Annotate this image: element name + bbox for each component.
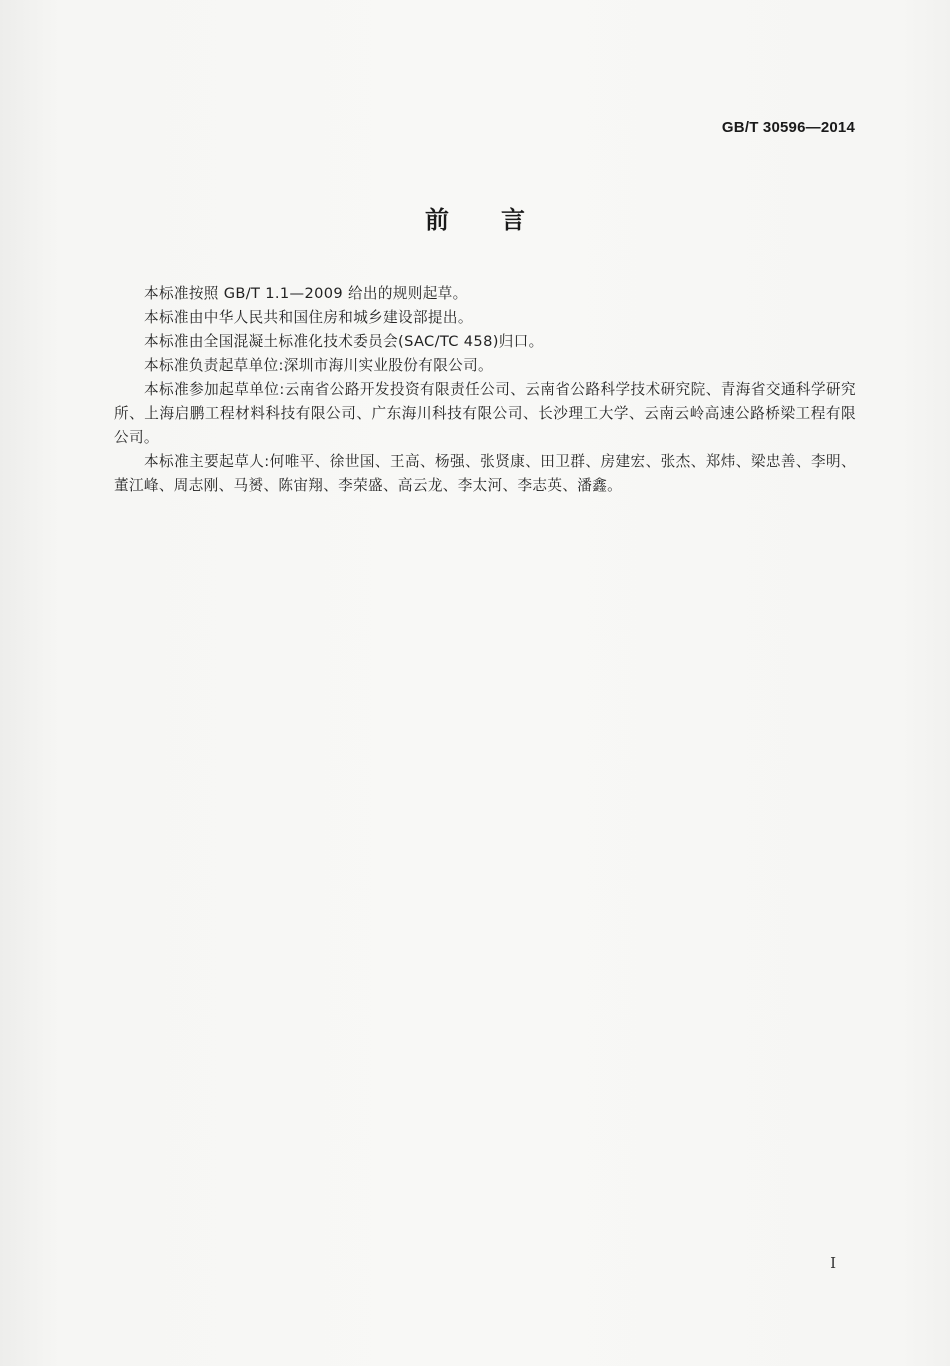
page-number: I [830, 1254, 836, 1272]
foreword-body [114, 282, 856, 498]
paragraph-participating-units: 本标准参加起草单位:云南省公路开发投资有限责任公司、云南省公路科学技术研究院、青海省交通科学研究所、上海启鹏工程材料科技有限公司、广东海川科技有限公司、长沙理工大学、云南云岭高速公路桥梁工程有限公司。 [114, 381, 856, 446]
paragraph-main-drafters: 本标准主要起草人:何唯平、徐世国、王高、杨强、张贤康、田卫群、房建宏、张杰、郑炜、梁忠善、李明、董江峰、周志刚、马赟、陈宙翔、李荣盛、高云龙、李太河、李志英、潘鑫。 [114, 453, 856, 494]
paragraph-proposer: 本标准由中华人民共和国住房和城乡建设部提出。 [144, 309, 473, 326]
standard-code: GB/T 30596—2014 [721, 119, 855, 136]
paragraph-drafting-rules: 本标准按照 GB/T 1.1—2009 给出的规则起草。 [144, 285, 468, 302]
paragraph-committee: 本标准由全国混凝土标准化技术委员会(SAC/TC 458)归口。 [144, 333, 544, 350]
page-title: 前言 [425, 206, 577, 234]
paragraph-lead-drafter: 本标准负责起草单位:深圳市海川实业股份有限公司。 [144, 357, 493, 374]
